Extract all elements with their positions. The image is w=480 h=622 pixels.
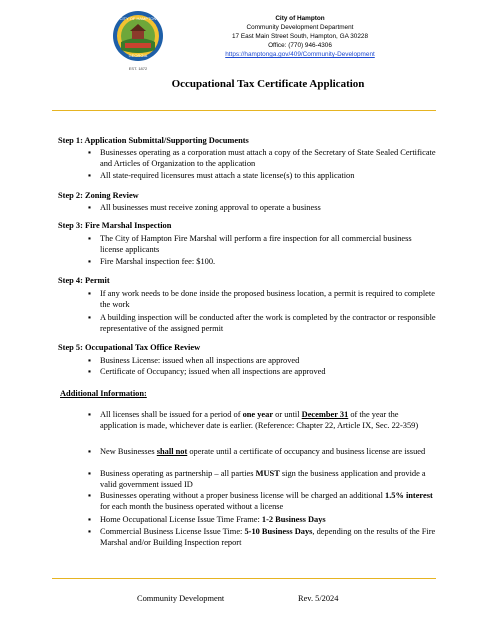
department-name: Community Development Department bbox=[246, 24, 354, 31]
footer-revision: Rev. 5/2024 bbox=[298, 594, 339, 603]
office-phone: Office: (770) 946-4306 bbox=[268, 42, 332, 49]
step-1-bullet: ▪ Businesses operating as a corporation must attach a copy of the Secretary of State Sealed Certificate and Articles of Organization to the application bbox=[88, 148, 436, 168]
step-5-bullet: ▪ Certificate of Occupancy; issued when all inspections are approved bbox=[88, 367, 326, 376]
step-3-heading: Step 3: Fire Marshal Inspection bbox=[58, 221, 172, 230]
step-3-bullet: ▪ The City of Hampton Fire Marshal will perform a fire inspection for all commercial business license applicants bbox=[88, 234, 412, 254]
info-bullet: ▪ Home Occupational License Issue Time Frame: 1-2 Business Days bbox=[88, 515, 326, 524]
step-4-bullet: ▪ If any work needs to be done inside the proposed business location, a permit is required to complete the work bbox=[88, 289, 435, 309]
step-2-bullet: ▪ All businesses must receive zoning approval to operate a business bbox=[88, 203, 321, 212]
step-1-bullet: ▪ All state-required licensures must attach a state license(s) to this application bbox=[88, 171, 355, 180]
top-divider bbox=[52, 110, 436, 111]
step-5-heading: Step 5: Occupational Tax Office Review bbox=[58, 343, 201, 352]
info-bullet: ▪ Business operating as partnership – all parties MUST sign the business application and provide a valid government issued ID bbox=[88, 469, 426, 489]
seal-bottom-text: GEORGIA bbox=[128, 53, 148, 58]
footer-department: Community Development bbox=[137, 594, 225, 603]
step-1-heading: Step 1: Application Submittal/Supporting Documents bbox=[58, 136, 249, 145]
bottom-divider bbox=[52, 578, 436, 579]
step-3-bullet: ▪ Fire Marshal inspection fee: $100. bbox=[88, 257, 216, 266]
info-bullet: ▪ Commercial Business License Issue Time: 5-10 Business Days, depending on the results of the Fire Marshal and/or Building Inspection report bbox=[88, 527, 436, 547]
info-bullet: ▪ All licenses shall be issued for a period of one year or until December 31 of the year the application is made, whichever date is earlier. (Reference: Chapter 22, Article IX, Sec. 22-359) bbox=[88, 410, 419, 430]
additional-info-heading: Additional Information: bbox=[60, 389, 147, 398]
seal-est: EST. 1872 bbox=[128, 66, 148, 71]
step-2-heading: Step 2: Zoning Review bbox=[58, 191, 139, 200]
info-bullet: ▪ New Businesses shall not operate until a certificate of occupancy and business license are issued bbox=[88, 447, 426, 456]
step-4-heading: Step 4: Permit bbox=[58, 276, 110, 285]
seal-top-text: CITY OF HAMPTON bbox=[119, 16, 157, 21]
city-name: City of Hampton bbox=[275, 15, 325, 22]
address: 17 East Main Street South, Hampton, GA 30228 bbox=[231, 33, 369, 40]
website-link[interactable]: https://hamptonga.gov/409/Community-Development bbox=[225, 51, 375, 58]
page-title: Occupational Tax Certificate Application bbox=[171, 78, 365, 90]
step-5-bullet: ▪ Business License: issued when all inspections are approved bbox=[88, 356, 300, 365]
step-4-bullet: ▪ A building inspection will be conducted after the work is completed by the contractor or responsible representative of the assigned permit bbox=[88, 313, 436, 333]
info-bullet: ▪ Businesses operating without a proper business license will be charged an additional 1.5% interest for each month the business operated without a license bbox=[88, 491, 433, 511]
city-seal-logo bbox=[112, 10, 164, 62]
